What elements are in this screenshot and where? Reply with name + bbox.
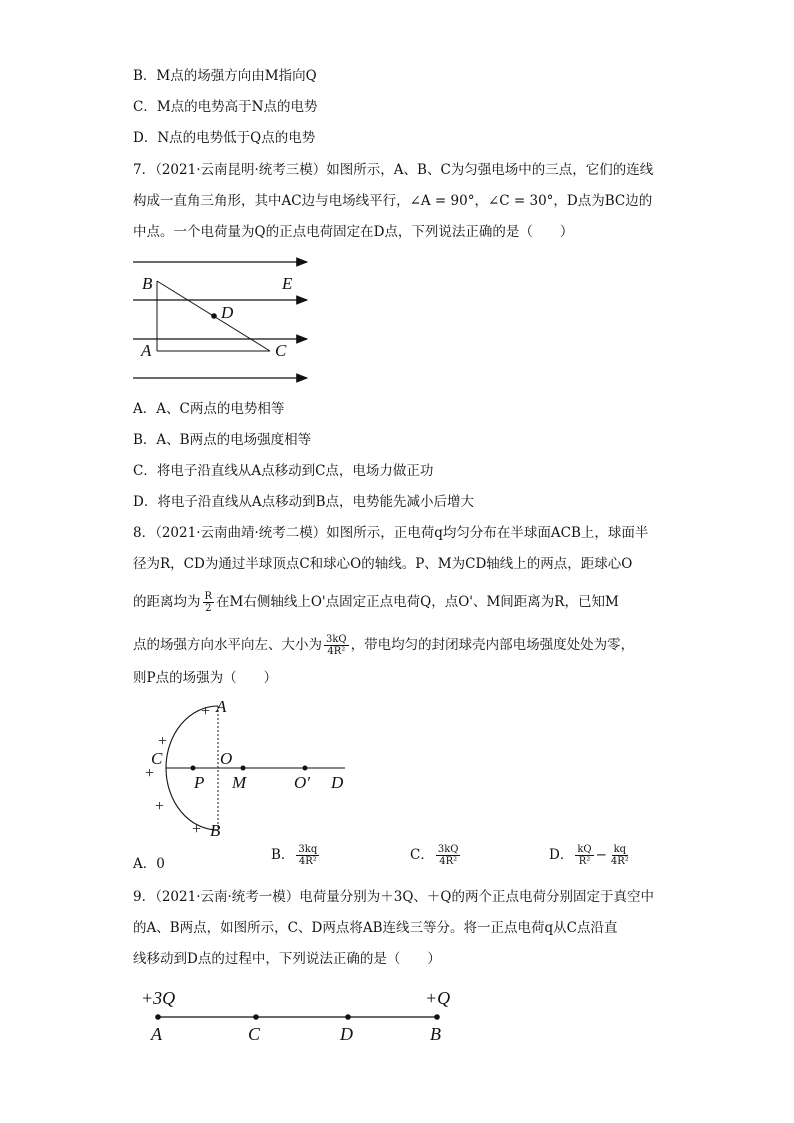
q8-stem-line3 [133,585,619,619]
plus-sign-4: + [155,798,165,815]
point-o-prime-dot [303,766,308,771]
q8-option-d-label: D． [549,847,574,863]
plus-sign-3: + [145,765,155,782]
label-o: O [220,749,233,768]
label-b: B [210,821,221,840]
label-a: A [141,341,152,360]
q7-stem-line3: 中点。一个电荷量为Q的正点电荷固定在D点，下列说法正确的是（ ） [133,224,574,240]
q8-option-d-numerator-1: kQ [577,844,592,855]
q8-line3-suffix: 在M右侧轴线上O'点固定正点电荷Q，点O'、M间距离为R，已知M [216,594,619,610]
plus-sign-2: + [158,733,168,750]
label-d: D [340,1024,353,1044]
q7-option-b: B．A、B两点的电场强度相等 [133,432,312,448]
q8-option-c-fraction [436,844,461,867]
plus-sign-5: + [192,821,202,838]
label-b: B [142,274,153,293]
q8-option-d-denominator-2: 4R² [610,856,629,867]
q7-stem-line1: 7．（2021·云南昆明·统考三模）如图所示，A、B、C为匀强电场中的三点，它们的连线 [133,162,654,178]
point-c-dot [253,1014,259,1020]
label-c: C [151,749,163,768]
label-m: M [232,773,247,792]
label-d: D [221,303,234,322]
half-r-denominator: 2 [205,603,212,614]
q8-option-b-numerator: 3kq [298,844,318,855]
point-p-dot [191,766,196,771]
label-c: C [275,341,287,360]
plus-sign-1: + [201,703,211,720]
point-a-dot [155,1014,161,1020]
q8-option-d-minus: − [595,847,607,863]
q7-option-d: D．将电子沿直线从A点移动到B点，电势能先减小后增大 [133,494,474,510]
q8-option-c-label: C． [410,847,434,863]
field-m-numerator: 3kQ [326,634,347,645]
label-b: B [430,1024,441,1044]
label-e: E [282,274,293,293]
q8-hemisphere-figure [140,692,360,840]
q6-option-c: C．M点的电势高于N点的电势 [133,99,318,115]
label-a: A [216,697,227,716]
q9-stem-line3: 线移动到D点的过程中，下列说法正确的是（ ） [133,951,441,967]
q8-option-d-fraction-2 [609,844,631,867]
q8-stem-line2: 径为R，CD为通过半球顶点C和球心O的轴线。P、M为CD轴线上的两点，距球心O [133,556,633,572]
point-d-dot [345,1014,351,1020]
field-m-denominator: 4R² [327,646,346,657]
label-c: C [248,1024,261,1044]
q8-option-b [271,843,321,867]
half-r-numerator: R [204,591,213,602]
q8-option-d [549,843,633,867]
q8-stem-line1: 8．（2021·云南曲靖·统考二模）如图所示，正电荷q均匀分布在半球面ACB上，球面半 [133,525,649,541]
q7-triangle-field-figure [125,252,325,392]
q8-stem-line4 [133,628,634,662]
q9-stem-line2: 的A、B两点，如图所示，C、D两点将AB连线三等分。将一正点电荷q从C点沿直 [133,920,618,936]
q8-line4-suffix: ，带电均匀的封闭球壳内部电场强度处处为零， [350,637,635,653]
q8-option-d-numerator-2: kq [613,844,627,855]
q7-option-c: C．将电子沿直线从A点移动到C点，电场力做正功 [133,463,434,479]
q6-option-d: D．N点的电势低于Q点的电势 [133,130,316,146]
label-a: A [151,1024,162,1044]
label-d: D [331,773,344,792]
q8-option-c [410,843,462,867]
q9-charges-figure [135,982,465,1052]
q9-stem-line1: 9．（2021·云南·统考一模）电荷量分别为＋3Q、＋Q的两个正点电荷分别固定于真空中 [133,889,655,905]
q8-stem-line5: 则P点的场强为（ ） [133,670,278,686]
field-m-fraction [324,634,349,657]
point-b-dot [434,1014,440,1020]
q8-line4-prefix: 点的场强方向水平向左、大小为 [133,637,322,653]
q7-stem-line2: 构成一直角三角形，其中AC边与电场线平行，∠A = 90°，∠C = 30°，D点为BC边的 [133,193,653,209]
label-o-prime: O′ [294,773,310,792]
q8-option-c-numerator: 3kQ [437,844,459,855]
charge-label-b: +Q [425,988,451,1008]
label-p: P [194,773,205,792]
half-r-fraction [203,591,215,614]
q8-option-b-label: B． [271,847,295,863]
charge-label-a: +3Q [141,988,176,1008]
q8-option-b-denominator: 4R² [298,856,317,867]
q8-option-d-fraction-1 [575,844,593,867]
q8-option-b-fraction [296,844,319,867]
point-m-dot [241,766,246,771]
q8-line3-prefix: 的距离均为 [133,594,201,610]
point-d-dot [211,313,217,319]
q8-option-c-denominator: 4R² [439,856,458,867]
q8-option-d-denominator-1: R² [578,856,591,867]
q6-option-b: B．M点的场强方向由M指向Q [133,68,317,84]
q8-option-a: A．0 [133,856,165,872]
q7-option-a: A．A、C两点的电势相等 [133,401,285,417]
